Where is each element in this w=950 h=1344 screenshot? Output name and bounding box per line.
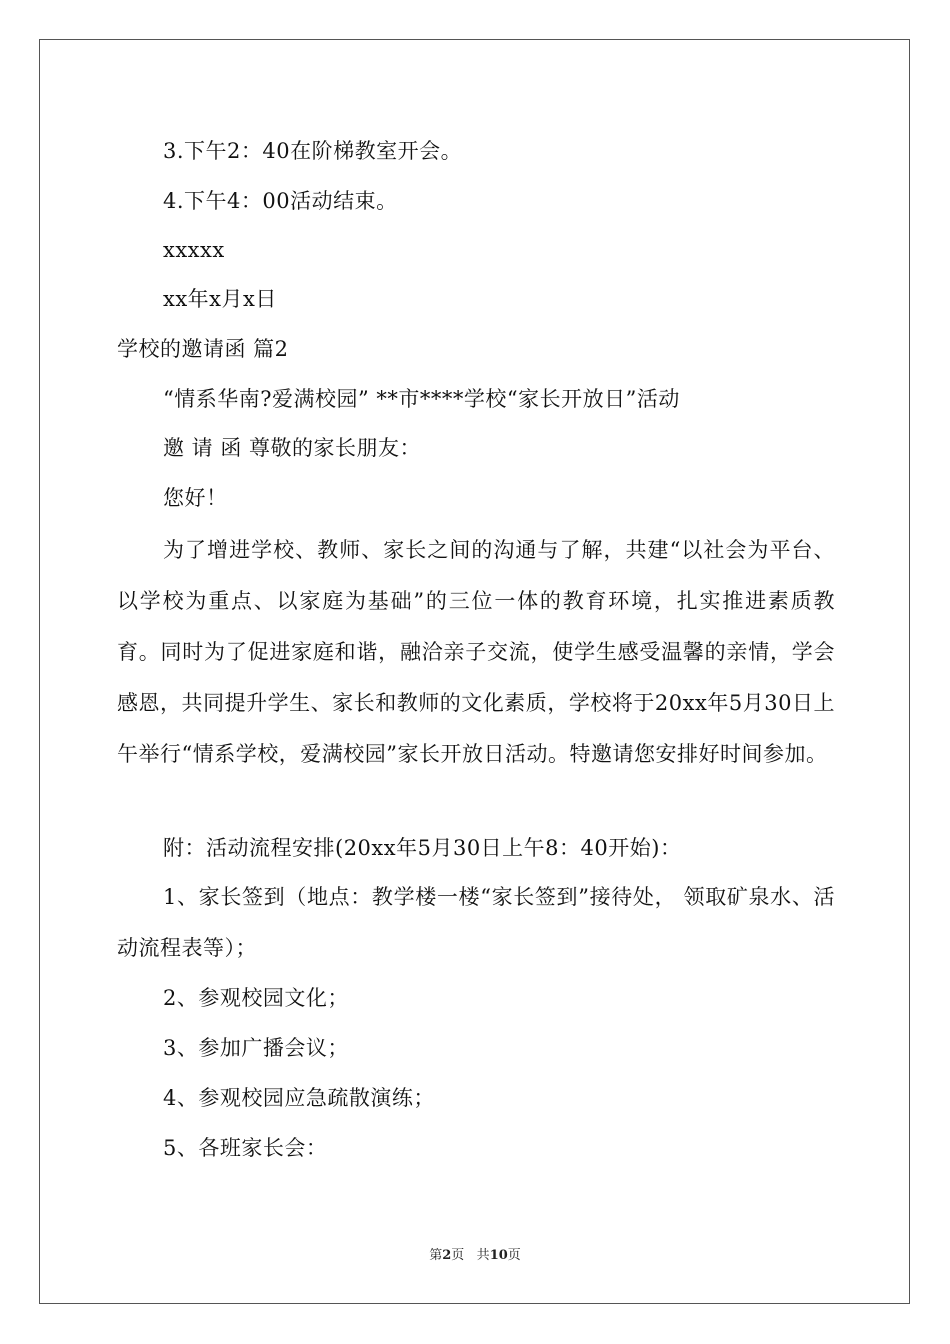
- invite-salutation: 邀 请 函 尊敬的家长朋友：: [163, 436, 422, 460]
- signature-name: xxxxx: [163, 238, 225, 262]
- body-paragraph: 为了增进学校、教师、家长之间的沟通与了解，共建“以社会为平台、以学校为重点、以家庭为基础”的三位一体的教育环境，扎实推进素质教育。同时为了促进家庭和谐，融洽亲子交流，使学生感受温馨的亲情，学会感恩，共同提升学生、家长和教师的文化素质，学校将于20xx年5月30日上午举行“情系学校，爱满校园”家长开放日活动。特邀请您安排好时间参加。: [117, 538, 835, 766]
- event-title: “情系华南?爱满校园” **市****学校“家长开放日”活动: [163, 387, 680, 411]
- page-prefix: 第: [429, 1248, 443, 1263]
- total-suffix: 页: [507, 1248, 521, 1263]
- signature-date: xx年x月x日: [163, 287, 277, 311]
- schedule-item-2: 2、参观校园文化；: [163, 986, 349, 1010]
- page-number: 2: [442, 1248, 452, 1263]
- section-heading: 学校的邀请函 篇2: [117, 337, 289, 361]
- schedule-item-3: 3、参加广播会议；: [163, 1036, 349, 1060]
- total-pages: 10: [489, 1248, 508, 1263]
- greeting: 您好！: [163, 486, 228, 510]
- page-suffix: 页: [451, 1248, 465, 1263]
- schedule-item-1: 1、家长签到（地点：教学楼一楼“家长签到”接待处， 领取矿泉水、活动流程表等）；: [117, 885, 835, 960]
- total-prefix: 共: [476, 1248, 490, 1263]
- page-footer: [0, 1247, 950, 1265]
- schedule-intro: 附：活动流程安排(20xx年5月30日上午8：40开始)：: [163, 836, 682, 860]
- schedule-line-3: 3.下午2：40在阶梯教室开会。: [163, 139, 463, 163]
- schedule-item-4: 4、参观校园应急疏散演练；: [163, 1086, 435, 1110]
- schedule-item-5: 5、各班家长会：: [163, 1136, 328, 1160]
- schedule-line-4: 4.下午4：00活动结束。: [163, 189, 398, 213]
